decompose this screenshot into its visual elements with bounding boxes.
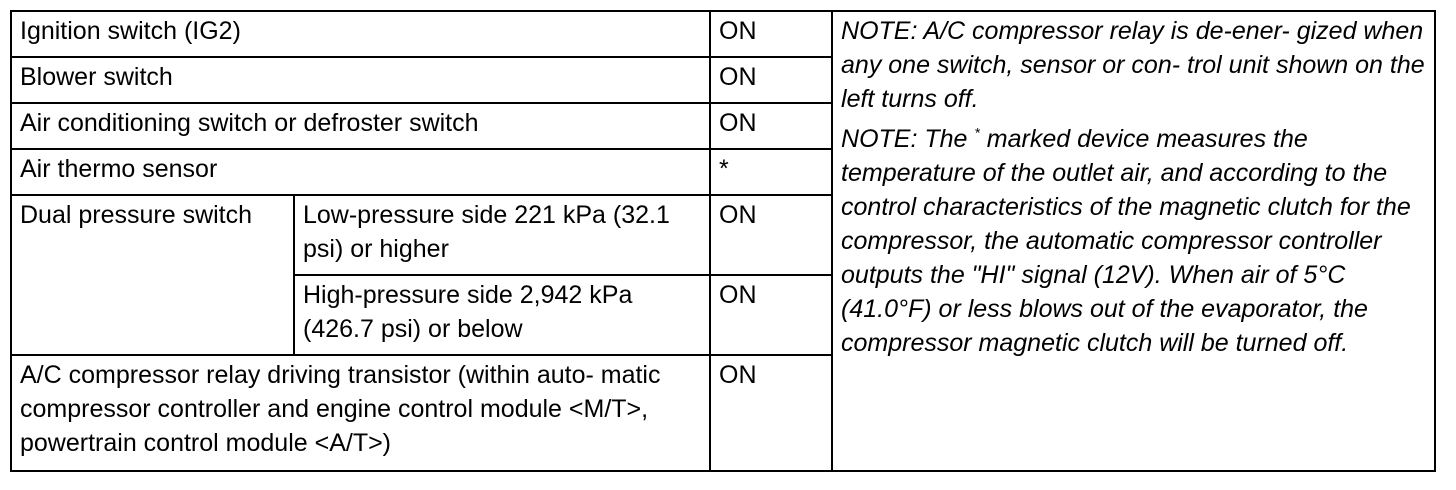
note-prefix: NOTE: The — [841, 125, 968, 153]
table-row — [11, 11, 1435, 57]
condition-state: ON — [710, 355, 832, 471]
condition-label: Ignition switch (IG2) — [11, 11, 710, 57]
condition-sublabel: High-pressure side 2,942 kPa (426.7 psi) or below — [294, 275, 710, 355]
note-body: marked device measures the temperature of the outlet air, and according to the control characteristics of the magnetic clutch for the compressor, the automatic compressor controller outputs the "HI" signal (12V). When air of 5°C (41.0°F) or less blows out of the evaporator, the compressor magnetic clutch will be turned off. — [841, 125, 1411, 357]
compressor-relay-conditions-table — [10, 10, 1436, 472]
condition-state: ON — [710, 103, 832, 149]
notes-cell — [832, 11, 1435, 471]
condition-label: Blower switch — [11, 57, 710, 103]
condition-label: A/C compressor relay driving transistor (within auto- matic compressor controller and engine control module <M/T>, powertrain control module <A/T>) — [11, 355, 710, 471]
asterisk-marker: * — [974, 124, 980, 141]
condition-state: ON — [710, 57, 832, 103]
condition-label: Dual pressure switch — [11, 195, 294, 355]
condition-state: ON — [710, 275, 832, 355]
condition-label: Air thermo sensor — [11, 149, 710, 195]
condition-label: Air conditioning switch or defroster switch — [11, 103, 710, 149]
note-relay-deenergized: NOTE: A/C compressor relay is de-ener- gized when any one switch, sensor or con- trol unit shown on the left turns off. — [841, 17, 1425, 113]
condition-sublabel: Low-pressure side 221 kPa (32.1 psi) or higher — [294, 195, 710, 275]
condition-state: ON — [710, 195, 832, 275]
note-air-thermo — [841, 122, 1428, 360]
condition-state: * — [710, 149, 832, 195]
condition-state: ON — [710, 11, 832, 57]
compressor-relay-conditions-sheet — [10, 10, 1434, 470]
